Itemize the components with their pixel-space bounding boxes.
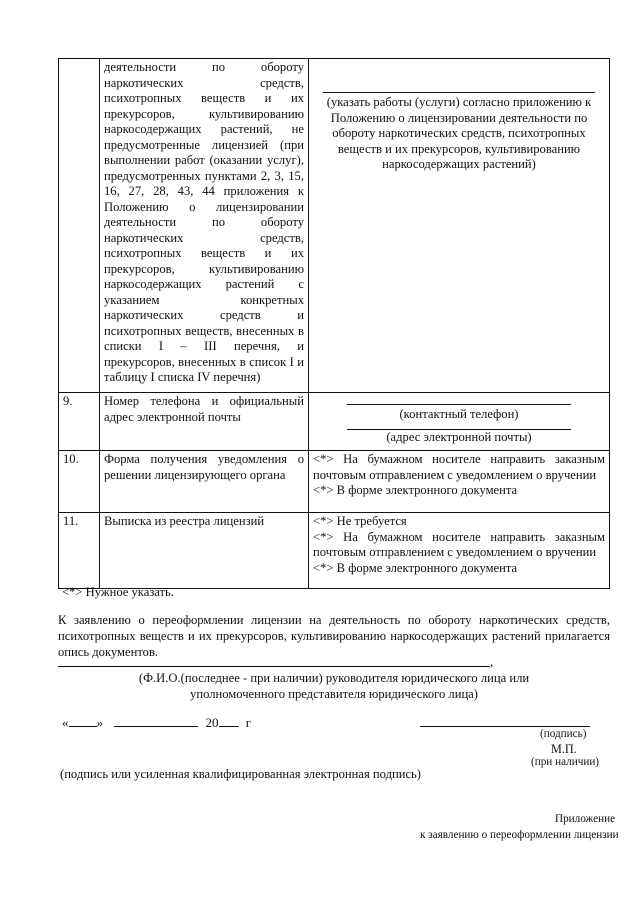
option-electronic[interactable]: <*> В форме электронного документа <box>313 483 518 497</box>
table-row <box>59 513 610 589</box>
row-value <box>309 513 610 589</box>
year-suffix: г <box>245 715 252 730</box>
option-electronic[interactable]: <*> В форме электронного документа <box>313 560 518 575</box>
month-fill-line[interactable] <box>114 715 198 727</box>
email-fill-line[interactable] <box>347 423 571 430</box>
signature-caption: (подпись) <box>540 728 587 740</box>
email-caption: (адрес электронной почты) <box>386 429 532 444</box>
appendix-subtitle: к заявлению о переоформлении лицензии <box>420 829 619 841</box>
row-number: 11. <box>59 513 100 589</box>
date-open-quote: « <box>62 715 69 730</box>
row-value <box>309 59 610 393</box>
row-description: Форма получения уведомления о решении лицензирующего органа <box>100 451 309 513</box>
footnote: <*> Нужное указать. <box>62 585 174 599</box>
date-field <box>62 715 251 731</box>
application-table <box>58 58 610 589</box>
row-number: 10. <box>59 451 100 513</box>
stamp-label: М.П. <box>551 742 577 756</box>
table-row <box>59 393 610 451</box>
date-close-quote: » <box>96 715 103 730</box>
esign-caption: (подпись или усиленная квалифицированная электронная подпись) <box>60 767 421 781</box>
works-caption: (указать работы (услуги) согласно приложению к Положению о лицензировании деятельности по обороту наркотических средств, психотропных веществ и их прекурсоров, культивированию наркосодержащих растений) <box>326 95 592 171</box>
works-fill-line[interactable] <box>323 74 595 93</box>
row-number: 9. <box>59 393 100 451</box>
phone-fill-line[interactable] <box>347 394 571 405</box>
row-description: Выписка из реестра лицензий <box>100 513 309 589</box>
row-value <box>309 451 610 513</box>
stamp-note: (при наличии) <box>531 756 600 768</box>
signature-fill-line[interactable] <box>420 726 590 727</box>
day-fill-line[interactable] <box>69 715 97 727</box>
fio-comma: , <box>490 654 494 669</box>
fio-fill-line[interactable] <box>58 666 490 667</box>
row-description: Номер телефона и официальный адрес электронной почты <box>100 393 309 451</box>
row-number <box>59 59 100 393</box>
option-paper[interactable]: <*> На бумажном носителе направить заказным почтовым отправлением с уведомлением о вручении <box>313 452 605 482</box>
phone-caption: (контактный телефон) <box>399 407 519 421</box>
table-row <box>59 451 610 513</box>
row-value <box>309 393 610 451</box>
table-row <box>59 59 610 393</box>
attachment-text: К заявлению о переоформлении лицензии на деятельность по обороту наркотических средств, психотропных веществ и их прекурсоров, культивированию наркосодержащих растений прилагается опись документов. <box>58 613 610 659</box>
row-description: деятельности по обороту наркотических средств, психотропных веществ и их прекурсоров, культивированию наркосодержащих растений, не предусмотренные лицензией (при выполнении работ (оказании услуг), предусмотренных пунктами 2, 3, 15, 16, 27, 28, 43, 44 приложения к Положению о лицензировании деятельности по обороту наркотических средств, психотропных веществ и их прекурсоров, культивированию наркосодержащих растений с указанием конкретных наркотических средств и психотропных веществ, внесенных в списки I – III перечня, и прекурсоров, внесенных в список I и таблицу I списка IV перечня) <box>100 59 309 393</box>
option-not-required[interactable]: <*> Не требуется <box>313 514 407 528</box>
year-prefix: 20 <box>205 715 219 730</box>
fio-caption: (Ф.И.О.(последнее - при наличии) руководителя юридического лица или уполномоченного представителя юридического лица) <box>138 671 530 701</box>
appendix-title: Приложение <box>555 813 616 825</box>
option-paper[interactable]: <*> На бумажном носителе направить заказным почтовым отправлением с уведомлением о вручении <box>313 529 605 559</box>
year-fill-line[interactable] <box>219 715 239 727</box>
